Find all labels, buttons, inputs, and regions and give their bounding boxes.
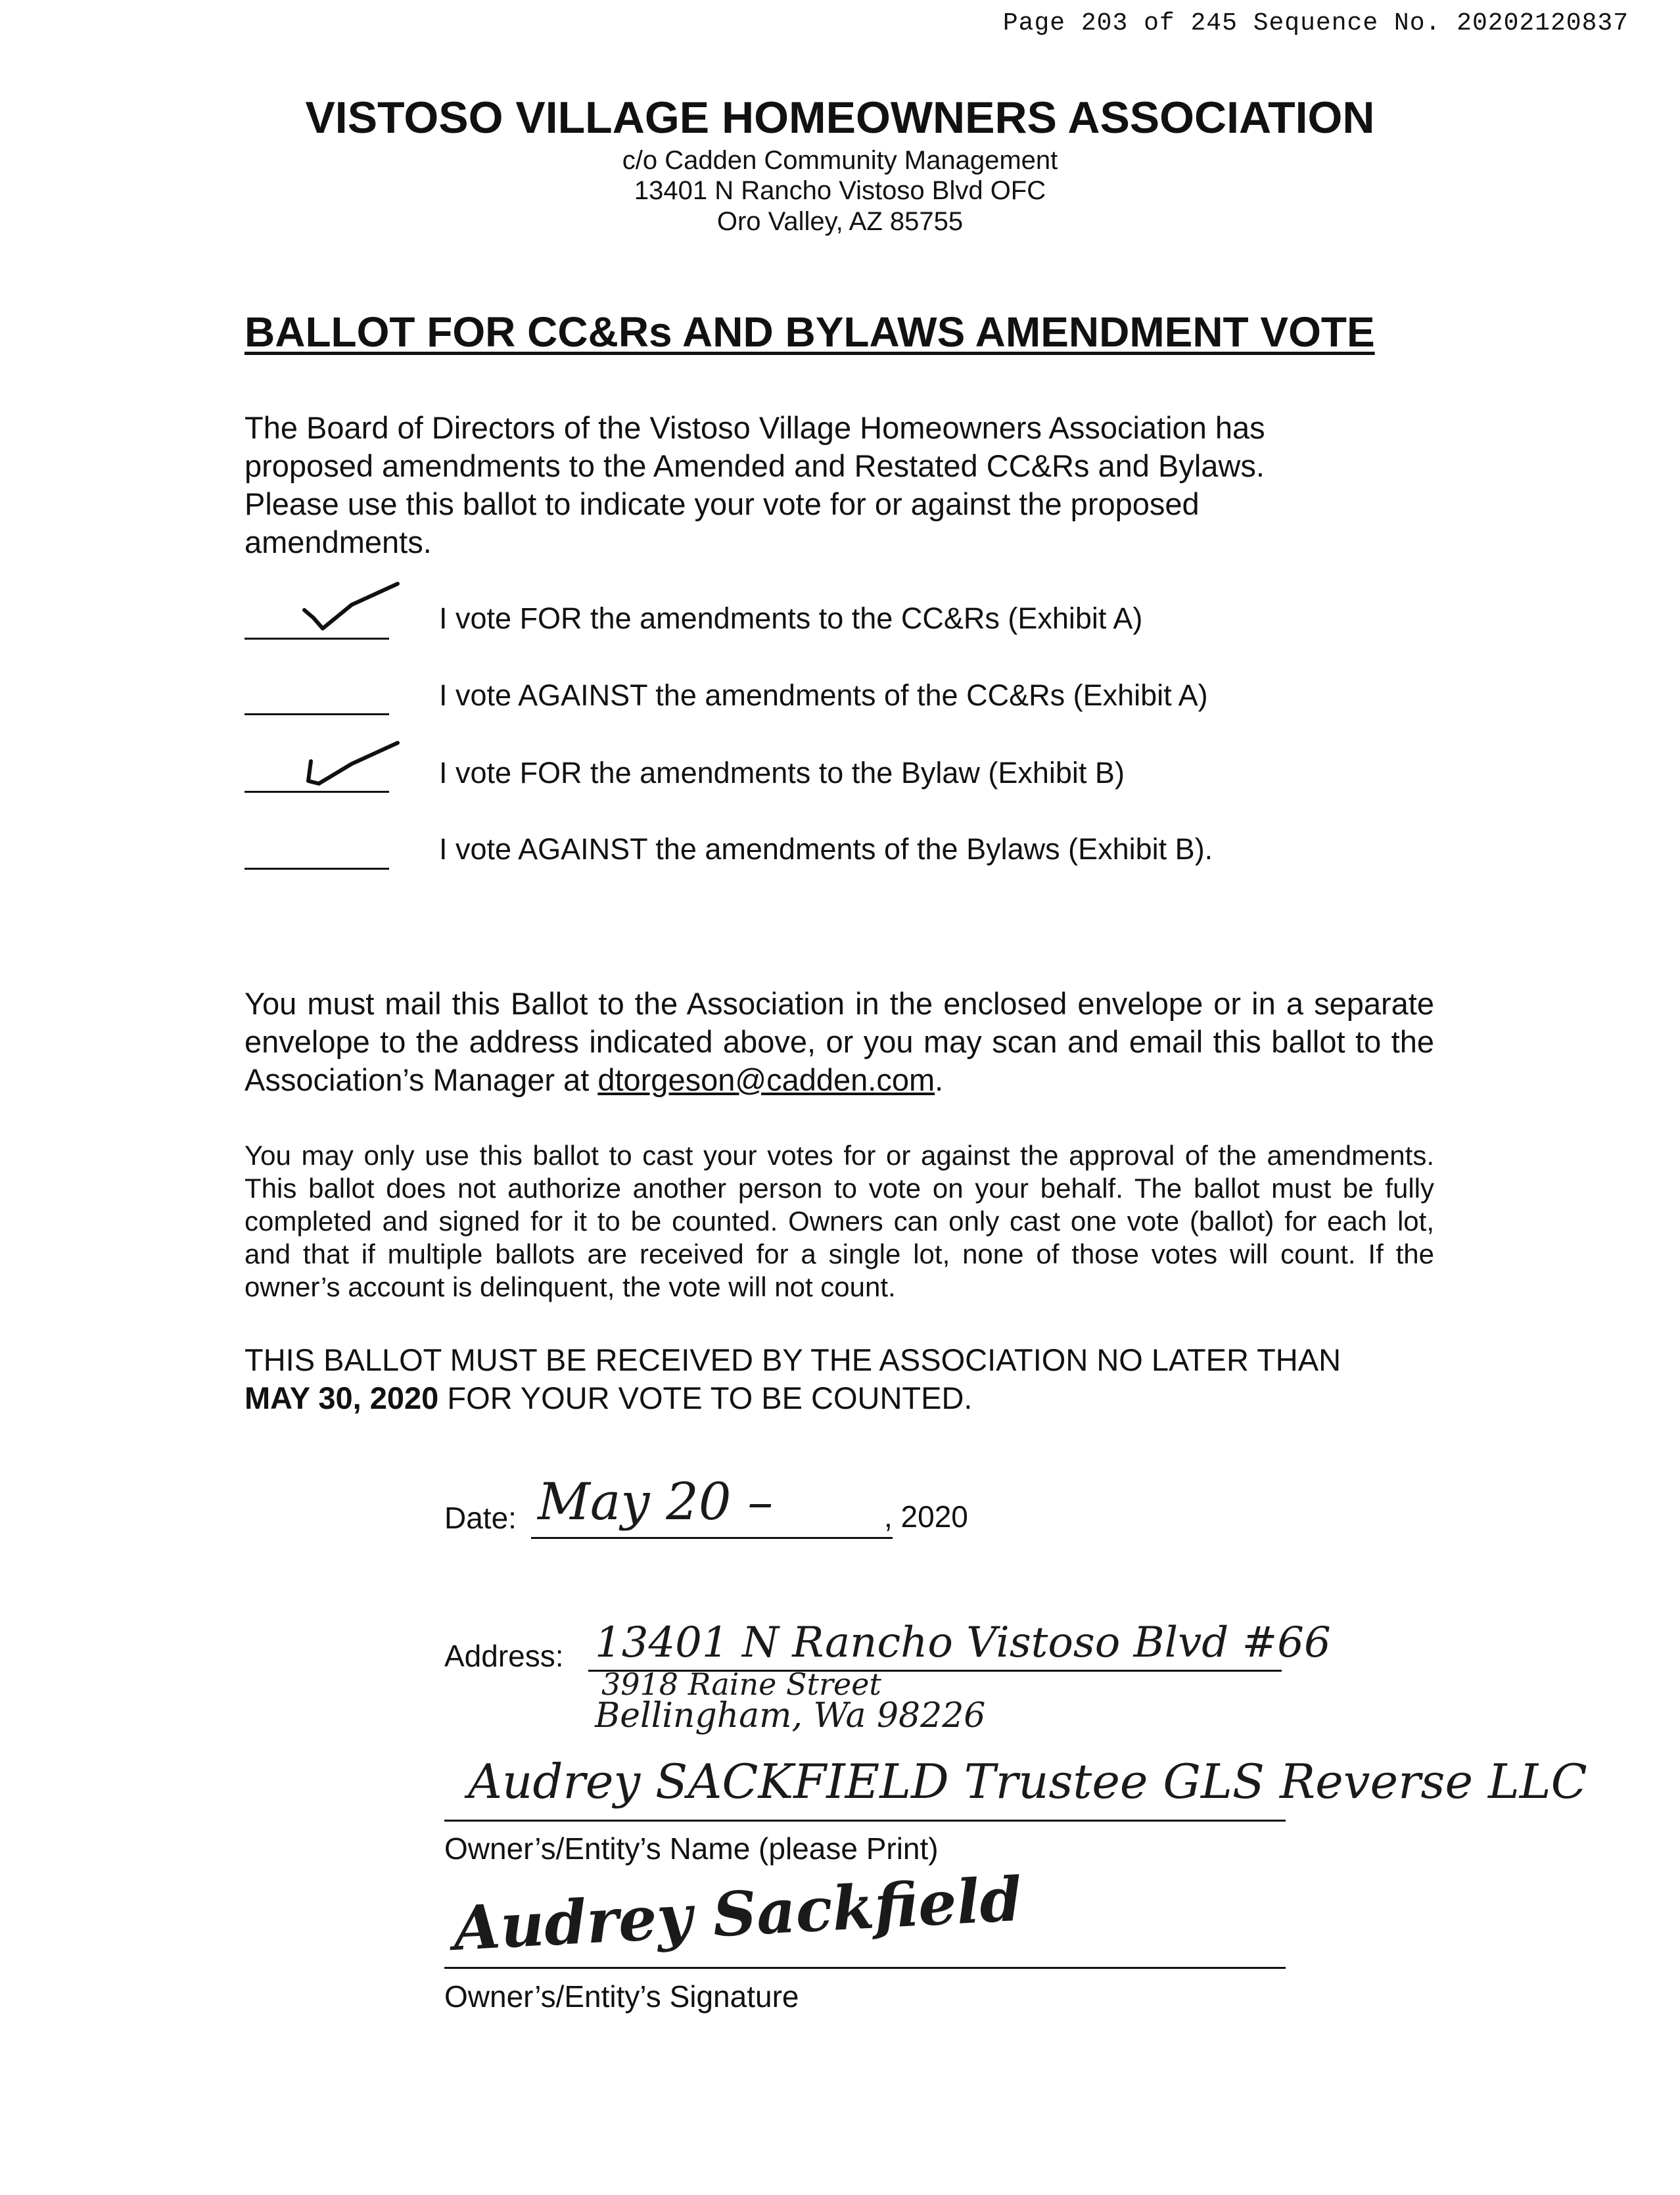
ballot-title: BALLOT FOR CC&Rs AND BYLAWS AMENDMENT VOTE [245, 308, 1375, 356]
address-field-line3[interactable]: Bellingham, Wa 98226 [595, 1696, 986, 1735]
owner-name-field[interactable]: Audrey SACKFIELD Trustee GLS Reverse LLC [468, 1754, 1587, 1809]
page-stamp: Page 203 of 245 Sequence No. 20202120837 [1002, 9, 1629, 37]
checkmark-icon [299, 578, 404, 638]
address-field-line1[interactable]: 13401 N Rancho Vistoso Blvd #66 [595, 1618, 1331, 1667]
owner-name-line [444, 1820, 1286, 1822]
vote-option-label: I vote FOR the amendments to the CC&Rs (Exhibit A) [439, 602, 1143, 635]
signature-line [444, 1967, 1286, 1969]
ballot-intro: The Board of Directors of the Vistoso Village Homeowners Association has proposed amendments to the Amended and Restated CC&Rs and Bylaws. Please use this ballot to indicate your vote for or against the proposed amendments. [245, 410, 1265, 559]
mail-instructions [245, 985, 1434, 1099]
mail-instructions-end: . [935, 1062, 944, 1097]
manager-email-link[interactable]: dtorgeson@cadden.com [597, 1062, 935, 1097]
deadline-date: MAY 30, 2020 [245, 1381, 439, 1415]
signature-label: Owner’s/Entity’s Signature [444, 1979, 799, 2014]
association-street: 13401 N Rancho Vistoso Blvd OFC [634, 176, 1046, 205]
ballot-deadline [245, 1341, 1454, 1417]
mail-instructions-text: You must mail this Ballot to the Association in the enclosed envelope or in a separate envelope to the address indicated above, or you may scan and email this ballot to the Association’s Manager at [245, 986, 1434, 1097]
address-field-line2[interactable]: 3918 Raine Street [601, 1666, 881, 1702]
date-field[interactable]: May 20 – [538, 1473, 774, 1532]
checkmark-icon [299, 735, 404, 794]
association-care-of: c/o Cadden Community Management [622, 146, 1058, 175]
signature-field[interactable]: Audrey Sackfield [452, 1863, 1024, 1964]
vote-blank[interactable] [245, 868, 389, 870]
address-label: Address: [444, 1639, 564, 1673]
vote-option-label: I vote FOR the amendments to the Bylaw (Exhibit B) [439, 756, 1125, 790]
ballot-rules: You may only use this ballot to cast your votes for or against the approval of the amendments. This ballot does not authorize another person to vote on your behalf. The ballot must be fully completed and signed for it to be counted. Owners can only cast one vote (ballot) for each lot, and that if multiple ballots are received for a single lot, none of those votes will count. If the owner’s account is delinquent, the vote will not count. [245, 1140, 1434, 1302]
date-line [531, 1537, 893, 1539]
date-year: , 2020 [884, 1499, 968, 1534]
vote-blank[interactable] [245, 638, 389, 640]
deadline-line1: THIS BALLOT MUST BE RECEIVED BY THE ASSOCIATION NO LATER THAN [245, 1342, 1342, 1377]
date-label: Date: [444, 1501, 517, 1535]
association-name: VISTOSO VILLAGE HOMEOWNERS ASSOCIATION [305, 93, 1375, 143]
vote-option-label: I vote AGAINST the amendments of the Bylaws (Exhibit B). [439, 832, 1213, 866]
owner-name-label: Owner’s/Entity’s Name (please Print) [444, 1831, 939, 1866]
vote-blank[interactable] [245, 713, 389, 715]
vote-option-label: I vote AGAINST the amendments of the CC&Rs (Exhibit A) [439, 678, 1208, 712]
association-city: Oro Valley, AZ 85755 [716, 207, 964, 236]
deadline-line2: FOR YOUR VOTE TO BE COUNTED. [438, 1381, 973, 1415]
